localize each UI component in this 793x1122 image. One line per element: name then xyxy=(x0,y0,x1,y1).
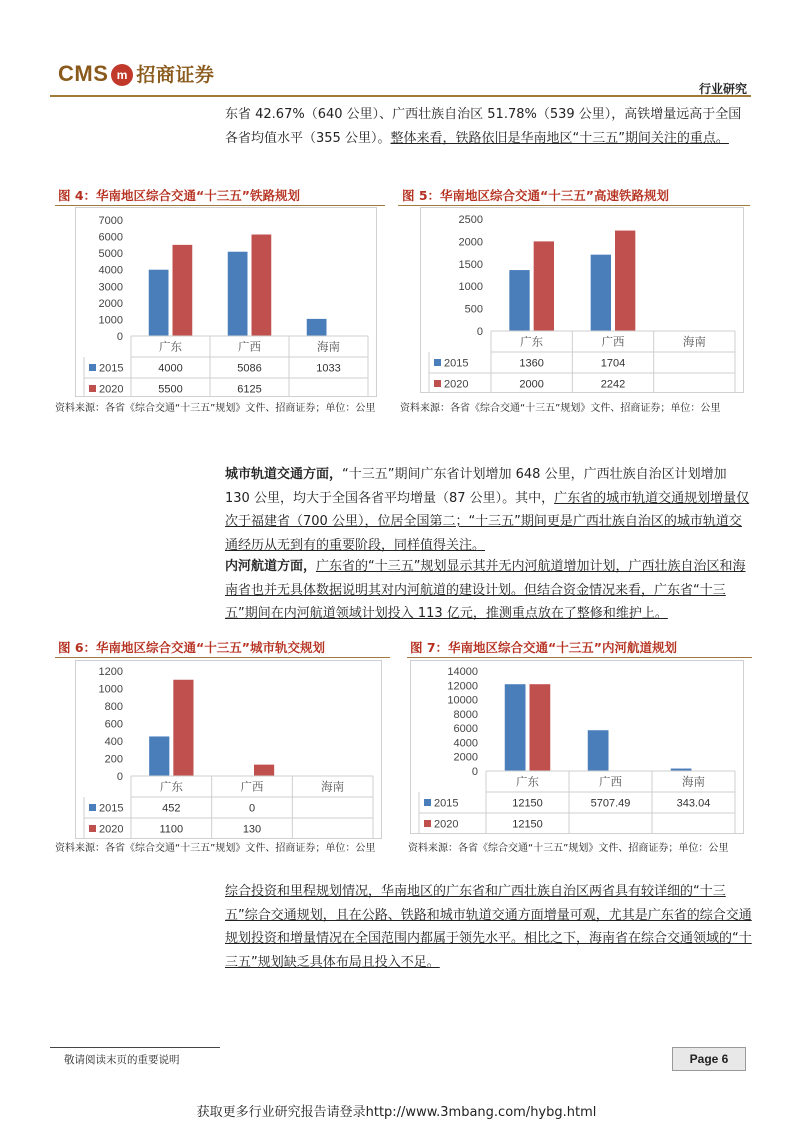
data-label: 5707.49 xyxy=(590,797,631,810)
y-tick-label: 3000 xyxy=(98,281,123,294)
y-tick-label: 14000 xyxy=(447,666,478,678)
header-rule xyxy=(50,95,751,97)
bar-2020-广东 xyxy=(173,680,193,776)
logo-cn: 招商证券 xyxy=(136,64,215,86)
legend-swatch-2015 xyxy=(424,799,431,806)
figure-5-chart xyxy=(420,207,744,393)
y-tick-label: 0 xyxy=(116,771,123,783)
para4-text-a: 综合投资和里程规划情况，华南地区的广东省和广西壮族自治区两省具有较详细的“十三五”综合交通规划，且在公路、铁路和城市轨道交通方面增量可观，尤其是广东省的综合交通规划投资和增量情况在全国范围内都属于领先水平。相比之下，海南省在综合交通领域的“十三五”规划缺乏具体布局且投入不足。 xyxy=(225,884,752,970)
legend-label-2015: 2015 xyxy=(99,802,124,815)
data-label: 1100 xyxy=(159,823,184,836)
data-label: 2000 xyxy=(519,378,544,391)
bottom-link[interactable]: 获取更多行业研究报告请登录http://www.3mbang.com/hybg.html xyxy=(196,1105,597,1120)
data-label: 12150 xyxy=(512,797,543,810)
y-tick-label: 1000 xyxy=(458,281,483,294)
figure-5-note: 资料来源：各省《综合交通“十三五”规划》文件、招商证券；单位：公里 xyxy=(400,403,721,414)
x-tick-label: 广东 xyxy=(159,781,183,794)
legend-swatch-2020 xyxy=(424,820,431,827)
y-tick-label: 7000 xyxy=(98,215,123,227)
x-tick-label: 海南 xyxy=(317,341,340,354)
y-tick-label: 10000 xyxy=(447,694,478,707)
data-label: 1360 xyxy=(519,357,544,370)
x-tick-label: 广西 xyxy=(599,776,622,789)
figure-4-rule xyxy=(55,205,385,206)
para2-text-a: “十三五”期间广东省计划增加 648 公里，广西壮族自治区计划增加 130 公里，均大于全国各省平均增量（87 公里）。其中， xyxy=(225,467,727,506)
y-tick-label: 400 xyxy=(104,736,123,748)
legend-swatch-2015 xyxy=(89,804,96,811)
bar-2015-广东 xyxy=(149,270,169,336)
figure-6-rule xyxy=(55,657,390,658)
urban-rail-chart-svg xyxy=(76,661,381,838)
figure-7-note: 资料来源：各省《综合交通“十三五”规划》文件、招商证券；单位：公里 xyxy=(408,843,729,854)
paragraph-high-speed-rail xyxy=(225,103,752,150)
data-label: 1704 xyxy=(600,357,626,370)
figure-4-title: 图 4：华南地区综合交通“十三五”铁路规划 xyxy=(58,188,300,203)
figure-4-chart xyxy=(75,207,377,397)
bar-2020-广西 xyxy=(254,765,274,776)
x-tick-label: 广东 xyxy=(159,341,182,354)
data-label: 130 xyxy=(242,823,262,836)
legend-label-2015: 2015 xyxy=(434,797,459,810)
data-label: 12150 xyxy=(512,818,543,831)
data-label: 5500 xyxy=(158,383,183,396)
page-number: Page 6 xyxy=(672,1047,746,1071)
data-label: 452 xyxy=(162,802,181,815)
x-tick-label: 广西 xyxy=(601,336,625,349)
legend-swatch-2020 xyxy=(434,380,441,387)
legend-label-2020: 2020 xyxy=(434,818,459,831)
data-label: 0 xyxy=(248,802,256,815)
y-tick-label: 6000 xyxy=(98,231,123,244)
y-tick-label: 1200 xyxy=(98,666,123,678)
legend-swatch-2015 xyxy=(89,364,96,371)
y-tick-label: 5000 xyxy=(98,248,123,261)
legend-label-2020: 2020 xyxy=(444,378,469,391)
figure-6-title: 图 6：华南地区综合交通“十三五”城市轨交规划 xyxy=(58,640,325,655)
figure-7-rule xyxy=(407,657,752,658)
paragraph-inland-waterway xyxy=(225,555,752,626)
figure-7-title: 图 7：华南地区综合交通“十三五”内河航道规划 xyxy=(410,640,677,655)
data-label: 2242 xyxy=(600,378,626,391)
y-tick-label: 6000 xyxy=(453,723,478,736)
legend-label-2020: 2020 xyxy=(99,823,124,836)
data-label: 6125 xyxy=(237,383,262,396)
y-tick-label: 800 xyxy=(104,701,123,713)
legend-swatch-2020 xyxy=(89,385,96,392)
y-tick-label: 1500 xyxy=(458,258,483,271)
bar-2015-广西 xyxy=(588,730,609,771)
x-tick-label: 海南 xyxy=(321,781,345,794)
bar-2015-海南 xyxy=(307,319,327,336)
legend-swatch-2020 xyxy=(89,825,96,832)
logo-mark-icon: m xyxy=(111,64,133,86)
legend-label-2015: 2015 xyxy=(99,362,124,375)
x-tick-label: 广东 xyxy=(520,336,544,349)
bar-2015-广东 xyxy=(509,270,529,331)
figure-4-note: 资料来源：各省《综合交通“十三五”规划》文件、招商证券；单位：公里 xyxy=(55,403,376,414)
para3-text-a: 广东省的“十三五”规划显示其并无内河航道增加计划，广西壮族自治区和海南省也并无具体数据说明其对内河航道的建设计划。但结合资金情况来看，广东省“十三五”期间在内河航道领域计划投入 113 亿元，推测重点放在了整修和维护上。 xyxy=(225,559,746,621)
figure-6-chart xyxy=(75,660,382,839)
para2-lead: 城市轨道交通方面， xyxy=(225,467,343,482)
y-tick-label: 0 xyxy=(476,326,483,338)
x-tick-label: 广西 xyxy=(240,781,264,794)
paragraph-urban-rail xyxy=(225,463,752,557)
para3-lead: 内河航道方面， xyxy=(225,559,317,574)
y-tick-label: 4000 xyxy=(453,737,478,750)
y-tick-label: 500 xyxy=(464,303,483,316)
bar-2020-广西 xyxy=(615,231,635,331)
legend-label-2015: 2015 xyxy=(444,357,469,370)
y-tick-label: 0 xyxy=(116,331,123,343)
brand-logo xyxy=(58,60,214,87)
data-label: 4000 xyxy=(158,362,183,375)
y-tick-label: 2000 xyxy=(453,751,478,764)
bar-2020-广东 xyxy=(173,245,193,336)
figure-5-rule xyxy=(398,205,750,206)
y-tick-label: 0 xyxy=(471,766,478,778)
bar-2015-广西 xyxy=(591,255,611,331)
section-tag: 行业研究 xyxy=(698,82,747,96)
bar-2020-广东 xyxy=(534,241,554,331)
paragraph-summary xyxy=(225,880,752,974)
x-tick-label: 海南 xyxy=(682,776,705,789)
y-tick-label: 1000 xyxy=(98,314,123,327)
bar-2015-广西 xyxy=(228,252,248,336)
figure-7-chart xyxy=(410,660,744,834)
figure-5-title: 图 5：华南地区综合交通“十三五”高速铁路规划 xyxy=(402,188,669,203)
footer-rule xyxy=(50,1047,220,1048)
x-tick-label: 广东 xyxy=(516,776,539,789)
y-tick-label: 2500 xyxy=(458,214,483,226)
para1-text-b: 整体来看，铁路依旧是华南地区“十三五”期间关注的重点。 xyxy=(390,130,729,146)
y-tick-label: 2000 xyxy=(458,236,483,249)
logo-latin: CMS xyxy=(58,61,109,86)
y-tick-label: 12000 xyxy=(447,680,478,693)
y-tick-label: 4000 xyxy=(98,264,123,277)
x-tick-label: 广西 xyxy=(238,341,261,354)
legend-swatch-2015 xyxy=(434,359,441,366)
footer-disclaimer: 敬请阅读末页的重要说明 xyxy=(64,1054,180,1066)
y-tick-label: 1000 xyxy=(98,683,123,696)
y-tick-label: 200 xyxy=(104,753,123,766)
data-label: 1033 xyxy=(316,362,341,375)
high-speed-rail-chart-svg xyxy=(421,208,743,392)
waterway-chart-svg xyxy=(411,661,743,833)
railway-chart-svg xyxy=(76,208,376,396)
bar-2020-广东 xyxy=(530,684,551,771)
para2-text-b: 广东省的城市轨道交通规划增量仅次于福建省（700 公里），位居全国第二；“十三五”期间更是广西壮族自治区的城市轨道交通经历从无到有的重要阶段，同样值得关注。 xyxy=(225,490,750,553)
y-tick-label: 600 xyxy=(104,718,123,731)
bar-2015-广东 xyxy=(505,684,526,771)
bar-2020-广西 xyxy=(252,235,272,337)
y-tick-label: 8000 xyxy=(453,708,478,721)
para1-text-a: 东省 42.67%（640 公里）、广西壮族自治区 51.78%（539 公里），高铁增量远高于全国各省均值水平（355 公里）。 xyxy=(225,107,742,146)
data-label: 5086 xyxy=(237,362,262,375)
y-tick-label: 2000 xyxy=(98,297,123,310)
x-tick-label: 海南 xyxy=(682,336,706,349)
bar-2015-广东 xyxy=(149,736,169,776)
figure-6-note: 资料来源：各省《综合交通“十三五”规划》文件、招商证券；单位：公里 xyxy=(55,843,376,854)
legend-label-2020: 2020 xyxy=(99,383,124,396)
data-label: 343.04 xyxy=(676,797,711,810)
